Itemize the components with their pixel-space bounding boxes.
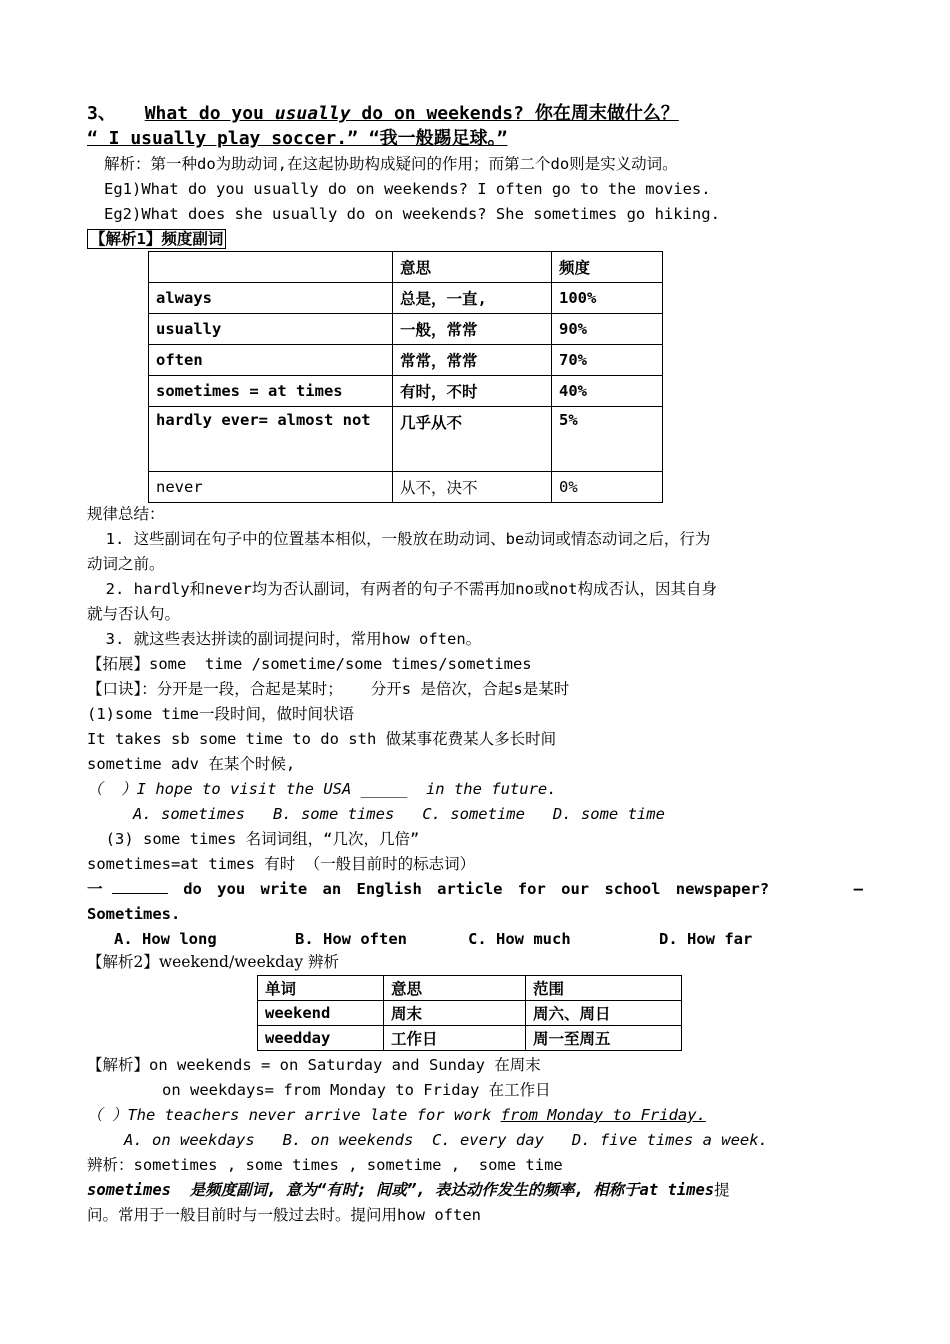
question-1-options: A. sometimes B. some times C. sometime D. some time: [133, 805, 665, 823]
rule-3: 3. 就这些表达拼读的副词提问时，常用how often。: [87, 630, 482, 648]
frequency-table: [148, 251, 663, 503]
heading-answer: “ I usually play soccer.” “我一般踢足球。”: [87, 128, 508, 149]
heading-question-start: What do you: [144, 103, 275, 124]
table-row: [149, 283, 663, 314]
ext-line-3: sometime adv 在某个时候,: [87, 755, 296, 773]
ext-line-4: (3) some times 名词词组，“几次，几倍”: [87, 830, 420, 848]
table-cell: 周末: [384, 1001, 526, 1026]
final-explanation-cont: 问。常用于一般目前时与一般过去时。提问用how often: [87, 1206, 481, 1224]
analysis2-line-2: on weekdays= from Monday to Friday 在工作日: [162, 1081, 551, 1099]
example-2: Eg2)What does she usually do on weekends? She sometimes go hiking.: [104, 205, 720, 223]
table-cell: 从不，决不: [393, 472, 552, 503]
question-2: 一 do you write an English article for our school newspaper? —: [87, 880, 863, 898]
final-explanation: sometimes 是频度副词, 意为“有时; 间或”, 表达动作发生的频率, 相称于at times提: [87, 1181, 730, 1199]
table-cell: 一般，常常: [393, 314, 552, 345]
table-cell: 40%: [552, 376, 663, 407]
table-row: [149, 407, 663, 472]
table-row: [149, 345, 663, 376]
table-cell: sometimes = at times: [149, 376, 393, 407]
table-cell: often: [149, 345, 393, 376]
ext-line-5: sometimes=at times 有时 （一般目前时的标志词）: [87, 855, 476, 873]
rule-1-cont: 动词之前。: [87, 555, 165, 573]
table-cell: weedday: [258, 1026, 384, 1051]
rules-title: 规律总结：: [87, 505, 165, 523]
example-1: Eg1)What do you usually do on weekends? I often go to the movies.: [104, 180, 711, 198]
rule-1: 1. 这些副词在句子中的位置基本相似，一般放在助动词、be动词或情态动词之后，行为: [87, 530, 711, 548]
table-cell: 有时，不时: [393, 376, 552, 407]
table-cell: 5%: [552, 407, 663, 472]
table-header-row: [149, 252, 663, 283]
differentiation-line: 辨析：sometimes , some times , sometime , some time: [87, 1156, 563, 1174]
table-cell: 单词: [258, 976, 384, 1001]
table-cell: hardly ever= almost not: [149, 407, 393, 472]
table-cell: 频度: [552, 252, 663, 283]
question-3-options: A. on weekdays B. on weekends C. every day D. five times a week.: [124, 1131, 768, 1149]
ext-line-1: (1)some time一段时间，做时间状语: [87, 705, 354, 723]
table-cell: usually: [149, 314, 393, 345]
table-cell: 周一至周五: [526, 1026, 682, 1051]
table-cell: always: [149, 283, 393, 314]
table-cell: 常常，常常: [393, 345, 552, 376]
table-cell: 范围: [526, 976, 682, 1001]
table-cell: 周六、周日: [526, 1001, 682, 1026]
question-3: （ ）The teachers never arrive late for work from Monday to Friday.: [87, 1106, 706, 1124]
table-row: [149, 472, 663, 503]
rule-2: 2. hardly和never均为否认副词，有两者的句子不需再加no或not构成否认，因其自身: [87, 580, 717, 598]
rule-2-cont: 就与否认句。: [87, 605, 181, 623]
table-row: [258, 1001, 682, 1026]
question-heading: [87, 104, 679, 124]
table-cell: 意思: [393, 252, 552, 283]
extension-line: 【拓展】some time /sometime/some times/sometimes: [87, 655, 532, 673]
table-cell: 0%: [552, 472, 663, 503]
heading-question-end: do on weekends? 你在周末做什么？: [350, 103, 679, 124]
table-cell: 总是，一直,: [393, 283, 552, 314]
section2-label: 【解析2】weekend/weekday 辨析: [87, 953, 340, 971]
table-row: [149, 314, 663, 345]
question-2-answer: Sometimes.: [87, 905, 181, 923]
question-1: （ ）I hope to visit the USA _____ in the future.: [87, 780, 557, 798]
heading-usually: usually: [274, 103, 351, 124]
table-cell: [149, 252, 393, 283]
answer-blank: [112, 879, 168, 894]
table-cell: 90%: [552, 314, 663, 345]
table-row: [258, 1026, 682, 1051]
table-cell: 意思: [384, 976, 526, 1001]
intro-analysis: 解析：第一种do为助动词,在这起协助构成疑问的作用；而第二个do则是实义动词。: [104, 155, 678, 173]
weekend-weekday-table: [257, 975, 682, 1051]
table-row: [149, 376, 663, 407]
analysis2-line-1: 【解析】on weekends = on Saturday and Sunday 在周末: [87, 1056, 541, 1074]
heading-number: 3、: [87, 103, 116, 124]
table-cell: never: [149, 472, 393, 503]
mnemonic-line: 【口诀】：分开是一段，合起是某时； 分开s 是倍次，合起s是某时: [87, 680, 570, 698]
section1-label: 【解析1】频度副词: [87, 229, 226, 249]
table-cell: 工作日: [384, 1026, 526, 1051]
table-cell: weekend: [258, 1001, 384, 1026]
table-cell: 100%: [552, 283, 663, 314]
table-cell: 70%: [552, 345, 663, 376]
ext-line-2: It takes sb some time to do sth 做某事花费某人多长时间: [87, 730, 557, 748]
table-cell: 几乎从不: [393, 407, 552, 472]
table-row: [258, 976, 682, 1001]
